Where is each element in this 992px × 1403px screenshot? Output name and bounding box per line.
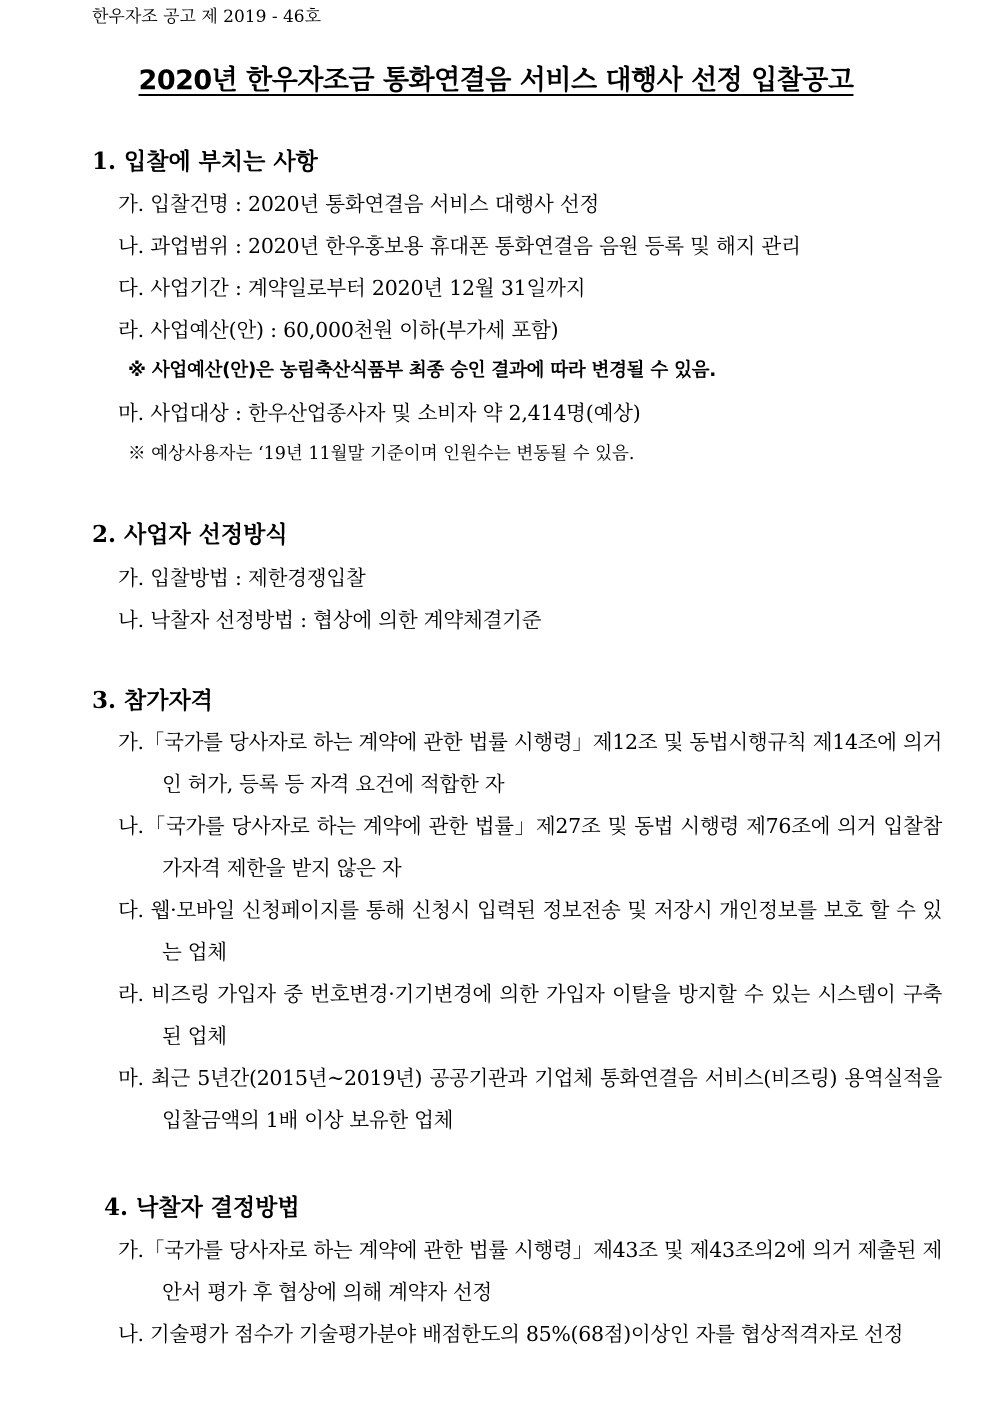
section-1-item: 가. 입찰건명 : 2020년 통화연결음 서비스 대행사 선정: [118, 192, 600, 216]
users-note: ※ 예상사용자는 ‘19년 11월말 기준이며 인원수는 변동될 수 있음.: [128, 444, 635, 464]
section-2-item: 가. 입찰방법 : 제한경쟁입찰: [118, 566, 366, 590]
budget-note: ※ 사업예산(안)은 농림축산식품부 최종 승인 결과에 따라 변경될 수 있음.: [128, 360, 716, 381]
section-1-item: 마. 사업대상 : 한우산업종사자 및 소비자 약 2,414명(예상): [118, 401, 641, 425]
section-3-item: 나.「국가를 당사자로 하는 계약에 관한 법률」제27조 및 동법 시행령 제76조에 의거 입찰참가자격 제한을 받지 않은 자: [118, 814, 942, 880]
section-1-item: 다. 사업기간 : 계약일로부터 2020년 12월 31일까지: [118, 276, 586, 300]
notice-number: 한우자조 공고 제 2019 - 46호: [92, 7, 322, 27]
section-2-item: 나. 낙찰자 선정방법 : 협상에 의한 계약체결기준: [118, 608, 542, 632]
section-3-title: 3. 참가자격: [92, 687, 213, 714]
section-3-item: 라. 비즈링 가입자 중 번호변경·기기변경에 의한 가입자 이탈을 방지할 수 있는 시스템이 구축된 업체: [118, 982, 942, 1048]
section-4-title: 4. 낙찰자 결정방법: [104, 1194, 300, 1221]
section-4-item: 가.「국가를 당사자로 하는 계약에 관한 법률 시행령」제43조 및 제43조의2에 의거 제출된 제안서 평가 후 협상에 의해 계약자 선정: [118, 1238, 942, 1304]
section-2-title: 2. 사업자 선정방식: [92, 521, 288, 548]
section-3-item: 마. 최근 5년간(2015년~2019년) 공공기관과 기업체 통화연결음 서비스(비즈링) 용역실적을 입찰금액의 1배 이상 보유한 업체: [118, 1066, 942, 1132]
section-3-item: 가.「국가를 당사자로 하는 계약에 관한 법률 시행령」제12조 및 동법시행규칙 제14조에 의거 인 허가, 등록 등 자격 요건에 적합한 자: [118, 730, 942, 796]
section-4-item: 나. 기술평가 점수가 기술평가분야 배점한도의 85%(68점)이상인 자를 협상적격자로 선정: [118, 1322, 904, 1346]
document-title: 2020년 한우자조금 통화연결음 서비스 대행사 선정 입찰공고: [138, 65, 854, 96]
section-1-item: 라. 사업예산(안) : 60,000천원 이하(부가세 포함): [118, 318, 559, 342]
section-1-title: 1. 입찰에 부치는 사항: [92, 148, 318, 175]
section-1-item: 나. 과업범위 : 2020년 한우홍보용 휴대폰 통화연결음 음원 등록 및 해지 관리: [118, 234, 801, 258]
section-3-item: 다. 웹·모바일 신청페이지를 통해 신청시 입력된 정보전송 및 저장시 개인정보를 보호 할 수 있는 업체: [118, 898, 942, 964]
